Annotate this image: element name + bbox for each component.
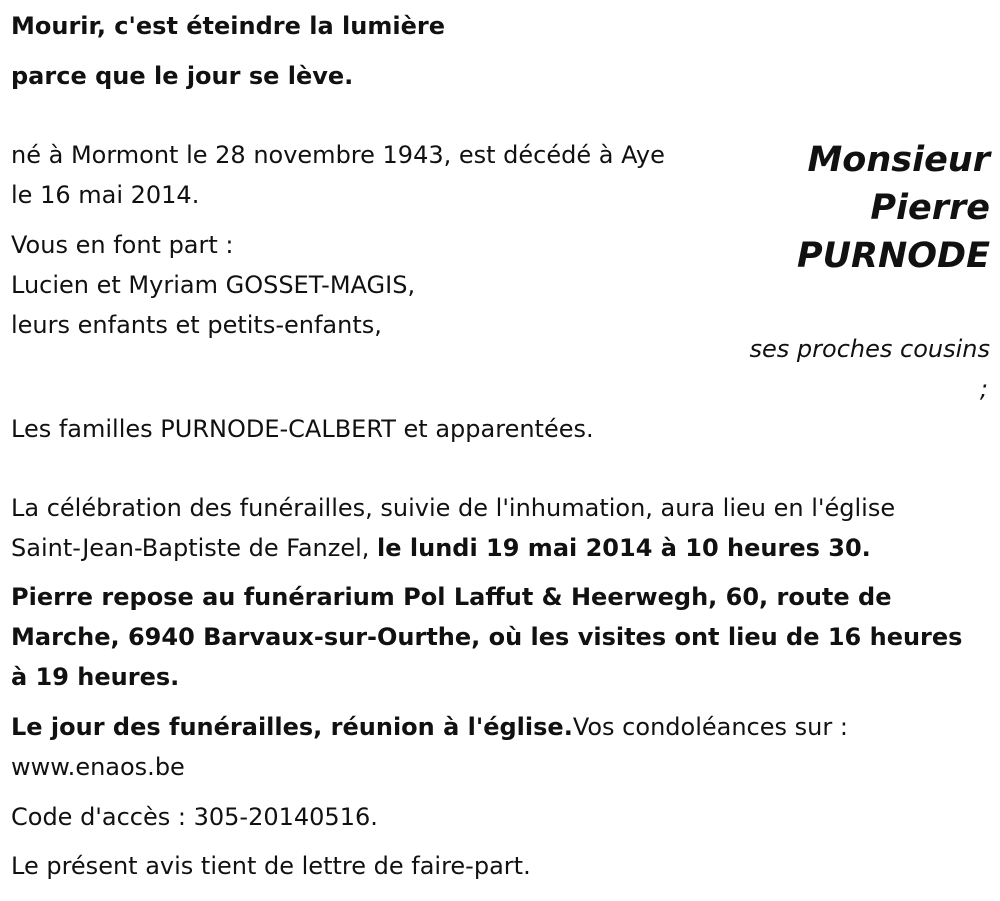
deceased-title: Monsieur [807, 140, 990, 180]
funeral-day-meeting: Le jour des funérailles, réunion à l'église. [11, 713, 573, 741]
birth-line-1: né à Mormont le 28 novembre 1943, est décédé à Aye [11, 141, 665, 169]
celebration-line-1: La célébration des funérailles, suivie de l'inhumation, aura lieu en l'église [11, 494, 896, 522]
condolences-text: Vos condoléances sur : [572, 713, 848, 741]
birth-line-2: le 16 mai 2014. [11, 181, 200, 209]
access-code: Code d'accès : 305-20140516. [11, 803, 378, 831]
celebration-datetime: le lundi 19 mai 2014 à 10 heures 30. [377, 534, 871, 562]
repose-line-2: Marche, 6940 Barvaux-sur-Ourthe, où les visites ont lieu de 16 heures [11, 623, 963, 651]
notice-text: Le présent avis tient de lettre de faire-part. [11, 852, 531, 880]
quote-line-1: Mourir, c'est éteindre la lumière [11, 12, 445, 40]
relation-punctuation: ; [979, 375, 988, 403]
deceased-name-block [797, 136, 990, 280]
relation-text: ses proches cousins [749, 335, 990, 363]
celebration-line-2 [11, 528, 871, 568]
family-line-1: Lucien et Myriam GOSSET-MAGIS, [11, 271, 416, 299]
funeral-day-line [11, 707, 848, 747]
repose-line-3: à 19 heures. [11, 663, 180, 691]
celebration-place: Saint-Jean-Baptiste de Fanzel, [11, 534, 378, 562]
repose-line-1: Pierre repose au funérarium Pol Laffut & Heerwegh, 60, route de [11, 583, 892, 611]
announcement-intro: Vous en font part : [11, 231, 234, 259]
quote-line-2: parce que le jour se lève. [11, 62, 354, 90]
families-line: Les familles PURNODE-CALBERT et apparentées. [11, 415, 594, 443]
deceased-first-name: Pierre [870, 188, 990, 228]
deceased-last-name: PURNODE [796, 236, 990, 276]
family-line-2: leurs enfants et petits-enfants, [11, 311, 382, 339]
website-text: www.enaos.be [11, 753, 185, 781]
